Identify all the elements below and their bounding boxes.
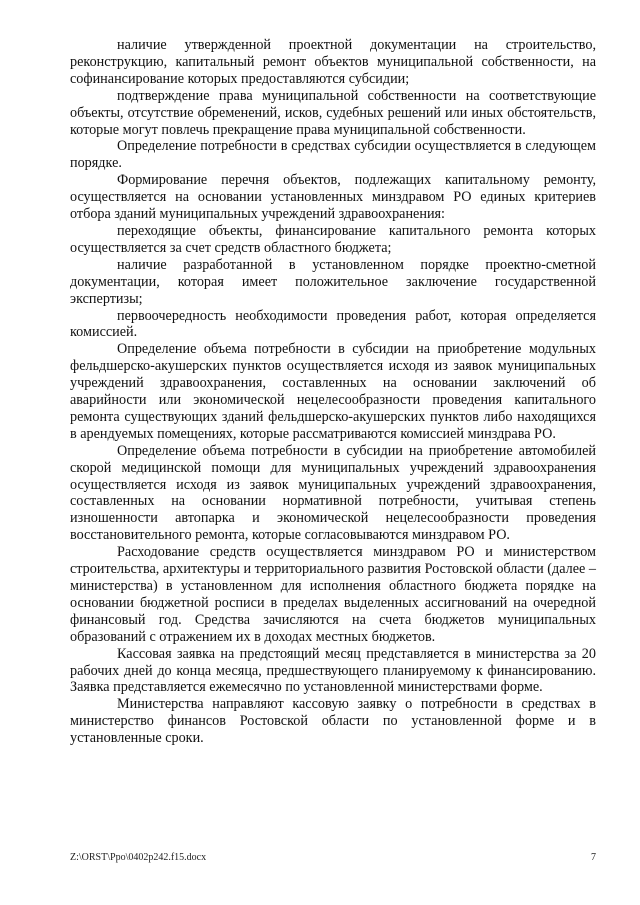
paragraph-6: наличие разработанной в установленном порядке проектно-сметной документации, которая имеет положительное заключение государственной экспертизы; <box>70 256 596 307</box>
paragraph-7: первоочередность необходимости проведения работ, которая определяется комиссией. <box>70 307 596 341</box>
paragraph-2: подтверждение права муниципальной собственности на соответствующие объекты, отсутствие обременений, исков, судебных решений или иных обстоятельств, которые могут повлечь прекращение права муниципальной собственности. <box>70 87 596 138</box>
page-number: 7 <box>591 852 596 863</box>
paragraph-4: Формирование перечня объектов, подлежащих капитальному ремонту, осуществляется на основании установленных минздравом РО единых критериев отбора зданий муниципальных учреждений здравоохранения: <box>70 172 596 223</box>
paragraph-9: Определение объема потребности в субсидии на приобретение автомобилей скорой медицинской помощи для муниципальных учреждений здравоохранения осуществляется исходя из заявок муниципальных учреждений здравоохранения, составленных на основании нормативной потребности, учитывая степень изношенности автопарка и экономической нецелесообразности проведения восстановительного ремонта, которые согласовываются минздравом РО. <box>70 442 596 544</box>
page-footer <box>70 852 596 866</box>
paragraph-5: переходящие объекты, финансирование капитального ремонта которых осуществляется за счет средств областного бюджета; <box>70 222 596 256</box>
footer-file-path: Z:\ORST\Ppo\0402p242.f15.docx <box>70 852 207 863</box>
paragraph-1: наличие утвержденной проектной документации на строительство, реконструкцию, капитальный ремонт объектов муниципальной собственности, на софинансирование которых предоставляются субсидии; <box>70 37 596 87</box>
paragraph-11: Кассовая заявка на предстоящий месяц представляется в министерства за 20 рабочих дней до конца месяца, предшествующего планируемому к финансированию. Заявка представляется ежемесячно по установленной министерствами форме. <box>70 645 596 696</box>
paragraph-8: Определение объема потребности в субсидии на приобретение модульных фельдшерско-акушерских пунктов осуществляется исходя из заявок муниципальных учреждений здравоохранения, составленных на основании заключений об аварийности или экономической нецелесообразности проведения капитального ремонта существующих зданий фельдшерско-акушерских пунктов либо находящихся в арендуемых помещениях, которые рассматриваются комиссией минздрава РО. <box>70 341 596 442</box>
paragraph-12: Министерства направляют кассовую заявку о потребности в средствах в министерство финансов Ростовской области по установленной форме и в установленные сроки. <box>70 696 596 747</box>
document-body <box>70 37 596 747</box>
paragraph-3: Определение потребности в средствах субсидии осуществляется в следующем порядке. <box>70 138 596 172</box>
paragraph-10: Расходование средств осуществляется минздравом РО и министерством строительства, архитектуры и территориального развития Ростовской области (далее – министерства) в установленном для исполнения областного бюджета порядке на основании бюджетной росписи в пределах выделенных ассигнований на очередной финансовый год. Средства зачисляются на счета бюджетов муниципальных образований с отражением их в доходах местных бюджетов. <box>70 544 596 645</box>
